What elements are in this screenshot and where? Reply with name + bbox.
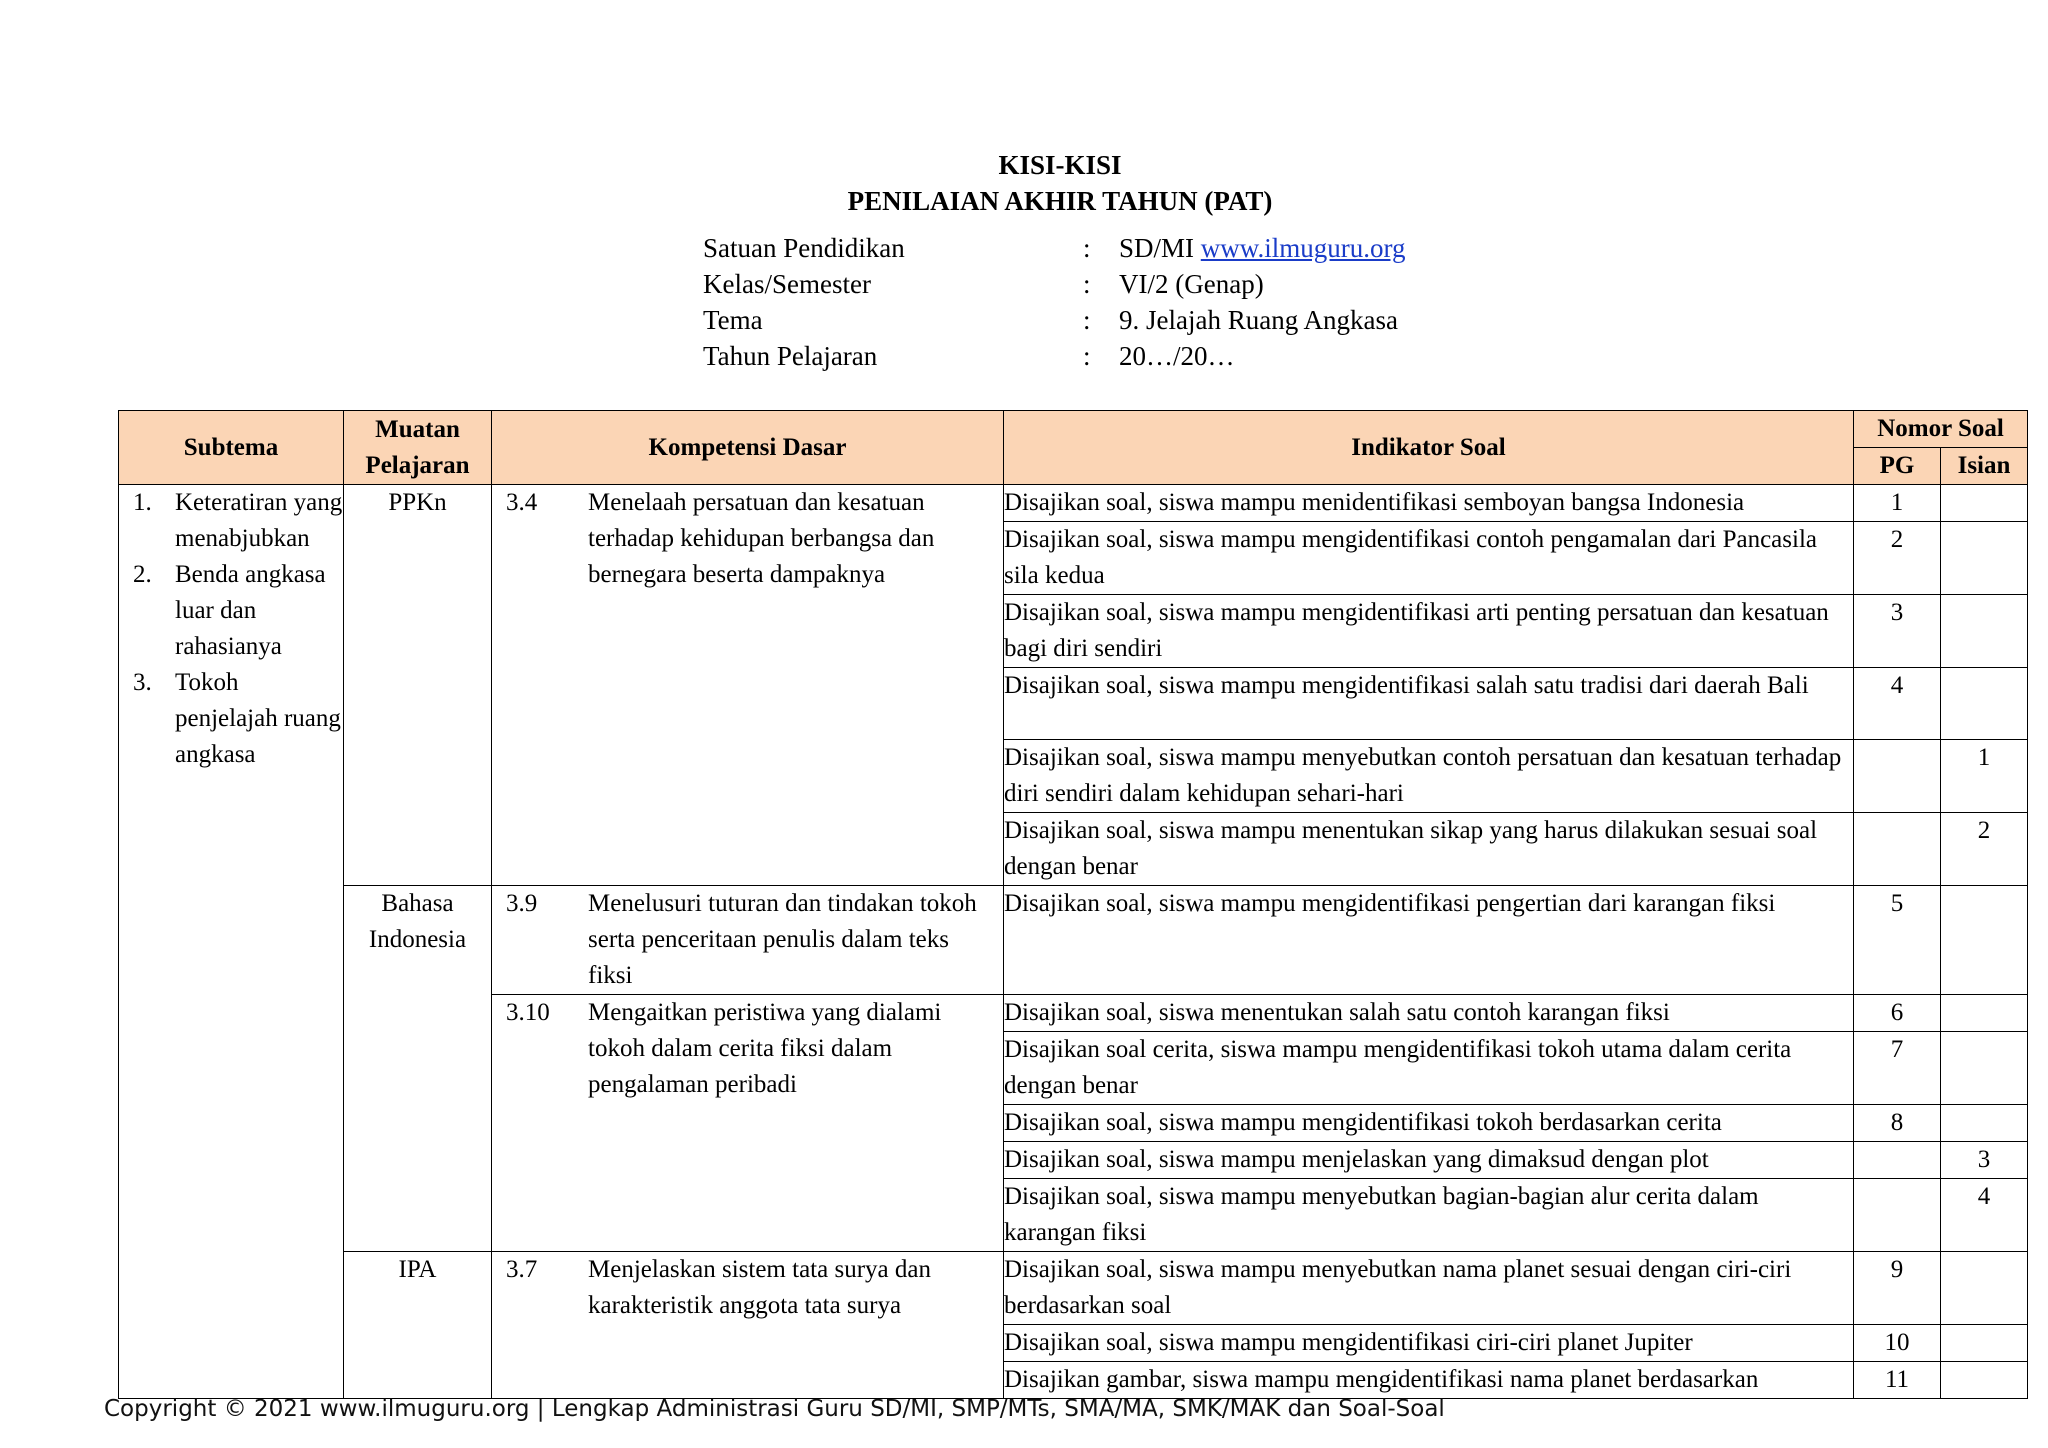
isian-cell: [1941, 886, 2028, 995]
muatan-ipa: IPA: [344, 1252, 492, 1399]
isian-cell: [1941, 595, 2028, 668]
info-colon: :: [1083, 233, 1091, 263]
kd-text: Mengaitkan peristiwa yang dialami tokoh dalam cerita fiksi dalam pengalaman peribadi: [588, 999, 942, 1098]
header-muatan: Muatan Pelajaran: [344, 411, 492, 485]
list-item: 1. Keteratiran yang menabjubkan: [133, 489, 343, 552]
muatan-ppkn: PPKn: [344, 485, 492, 886]
indikator-cell: Disajikan soal, siswa mampu menentukan sikap yang harus dilakukan sesuai soal dengan benar: [1004, 813, 1854, 886]
list-item: 3. Tokoh penjelajah ruang angkasa: [133, 669, 341, 768]
pg-cell: [1854, 1142, 1941, 1179]
info-colon: :: [1083, 305, 1091, 335]
kd-cell: [492, 485, 1004, 886]
info-label: Tema: [703, 305, 763, 335]
muatan-bahasa-indonesia: Bahasa Indonesia: [344, 886, 492, 1252]
info-value: 9. Jelajah Ruang Angkasa: [1119, 305, 1398, 335]
pg-cell: 1: [1854, 485, 1941, 522]
info-label: Satuan Pendidikan: [703, 233, 905, 263]
isian-cell: [1941, 995, 2028, 1032]
subtema-cell: [119, 485, 344, 1399]
kd-number: 3.9: [506, 890, 538, 917]
header-isian: Isian: [1941, 448, 2028, 485]
isian-cell: [1941, 1032, 2028, 1105]
document-subtitle: PENILAIAN AKHIR TAHUN (PAT): [847, 186, 1273, 216]
indikator-cell: Disajikan soal, siswa mampu menjelaskan yang dimaksud dengan plot: [1004, 1142, 1854, 1179]
indikator-cell: Disajikan soal, siswa mampu mengidentifikasi contoh pengamalan dari Pancasila sila kedua: [1004, 522, 1854, 595]
indikator-cell: Disajikan soal, siswa menentukan salah satu contoh karangan fiksi: [1004, 995, 1854, 1032]
indikator-cell: Disajikan soal, siswa mampu mengidentifikasi ciri-ciri planet Jupiter: [1004, 1325, 1854, 1362]
indikator-cell: Disajikan soal, siswa mampu mengidentifikasi arti penting persatuan dan kesatuan bagi diri sendiri: [1004, 595, 1854, 668]
indikator-cell: Disajikan soal, siswa mampu menyebutkan bagian-bagian alur cerita dalam karangan fiksi: [1004, 1179, 1854, 1252]
indikator-cell: Disajikan soal, siswa mampu mengidentifikasi salah satu tradisi dari daerah Bali: [1004, 668, 1854, 740]
footer-copyright: Copyright © 2021 www.ilmuguru.org | Lengkap Administrasi Guru SD/MI, SMP/MTs, SMA/MA, SMK/MAK dan Soal-Soal: [104, 1396, 1445, 1422]
isian-cell: [1941, 485, 2028, 522]
pg-cell: [1854, 740, 1941, 813]
isian-cell: [1941, 668, 2028, 740]
info-colon: :: [1083, 341, 1091, 371]
pg-cell: [1854, 1179, 1941, 1252]
kd-text: Menelusuri tuturan dan tindakan tokoh serta penceritaan penulis dalam teks fiksi: [588, 890, 977, 989]
indikator-cell: Disajikan soal, siswa mampu menidentifikasi semboyan bangsa Indonesia: [1004, 485, 1854, 522]
kd-cell: [492, 886, 1004, 995]
pg-cell: 9: [1854, 1252, 1941, 1325]
pg-cell: 11: [1854, 1362, 1941, 1399]
document-title: KISI-KISI: [998, 150, 1122, 180]
pg-cell: 6: [1854, 995, 1941, 1032]
indikator-cell: Disajikan soal, siswa mampu mengidentifikasi tokoh berdasarkan cerita: [1004, 1105, 1854, 1142]
pg-cell: 5: [1854, 886, 1941, 995]
pg-cell: 10: [1854, 1325, 1941, 1362]
kd-cell: [492, 1252, 1004, 1399]
kd-text: Menelaah persatuan dan kesatuan terhadap kehidupan berbangsa dan bernegara beserta dampaknya: [588, 489, 935, 588]
isian-cell: 1: [1941, 740, 2028, 813]
list-item: 2. Benda angkasa luar dan rahasianya: [133, 561, 326, 660]
pg-cell: 8: [1854, 1105, 1941, 1142]
kd-number: 3.10: [506, 999, 550, 1026]
pg-cell: 3: [1854, 595, 1941, 668]
kd-cell: [492, 995, 1004, 1252]
subtema-list: [119, 485, 343, 773]
pg-cell: 2: [1854, 522, 1941, 595]
info-label: Kelas/Semester: [703, 269, 871, 299]
info-colon: :: [1083, 269, 1091, 299]
pg-cell: 4: [1854, 668, 1941, 740]
header-subtema: Subtema: [119, 411, 344, 485]
info-value: VI/2 (Genap): [1119, 269, 1264, 299]
isian-cell: [1941, 1325, 2028, 1362]
header-kompetensi: Kompetensi Dasar: [492, 411, 1004, 485]
isian-cell: 2: [1941, 813, 2028, 886]
pg-cell: [1854, 813, 1941, 886]
kisi-kisi-table: [118, 410, 2028, 1399]
website-link[interactable]: www.ilmuguru.org: [1200, 233, 1406, 263]
kd-number: 3.4: [506, 489, 538, 516]
kd-text: Menjelaskan sistem tata surya dan karakteristik anggota tata surya: [588, 1256, 931, 1319]
isian-cell: [1941, 1105, 2028, 1142]
kd-number: 3.7: [506, 1256, 538, 1283]
isian-cell: [1941, 1252, 2028, 1325]
isian-cell: 3: [1941, 1142, 2028, 1179]
indikator-cell: Disajikan soal, siswa mampu menyebutkan contoh persatuan dan kesatuan terhadap diri sendiri dalam kehidupan sehari-hari: [1004, 740, 1854, 813]
indikator-cell: Disajikan soal, siswa mampu menyebutkan nama planet sesuai dengan ciri-ciri berdasarkan soal: [1004, 1252, 1854, 1325]
info-value: 20…/20…: [1119, 341, 1235, 371]
indikator-cell: Disajikan soal cerita, siswa mampu mengidentifikasi tokoh utama dalam cerita dengan benar: [1004, 1032, 1854, 1105]
indikator-cell: Disajikan soal, siswa mampu mengidentifikasi pengertian dari karangan fiksi: [1004, 886, 1854, 995]
header-pg: PG: [1854, 448, 1941, 485]
isian-cell: [1941, 522, 2028, 595]
isian-cell: 4: [1941, 1179, 2028, 1252]
header-indikator: Indikator Soal: [1004, 411, 1854, 485]
pg-cell: 7: [1854, 1032, 1941, 1105]
indikator-cell: Disajikan gambar, siswa mampu mengidentifikasi nama planet berdasarkan: [1004, 1362, 1854, 1399]
isian-cell: [1941, 1362, 2028, 1399]
header-nomor-soal: Nomor Soal: [1854, 411, 2028, 448]
info-label: Tahun Pelajaran: [703, 341, 878, 371]
info-value: SD/MI: [1119, 233, 1201, 263]
